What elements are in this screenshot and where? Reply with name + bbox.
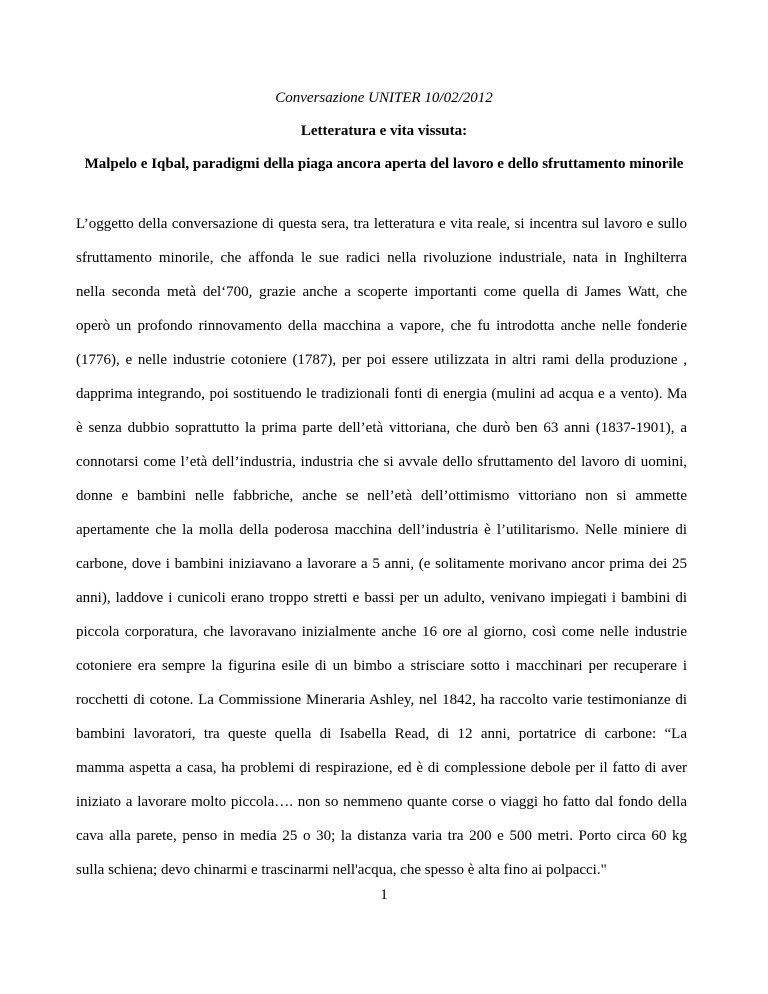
body-paragraph	[76, 207, 687, 887]
body-line: operò un profondo rinnovamento della macchina a vapore, che fu introdotta anche nelle fonderie	[76, 318, 687, 334]
body-line: piccola corporatura, che lavoravano inizialmente anche 16 ore al giorno, così come nelle industrie	[76, 624, 687, 640]
body-line: cava alla parete, penso in media 25 o 30; la distanza varia tra 200 e 500 metri. Porto circa 60 kg	[76, 828, 687, 844]
body-line: (1776), e nelle industrie cotoniere (1787), per poi essere utilizzata in altri rami della produzione ,	[76, 352, 687, 368]
body-line: iniziato a lavorare molto piccola…. non so nemmeno quante corse o viaggi ho fatto dal fondo della	[76, 794, 687, 810]
body-line: dapprima integrando, poi sostituendo le tradizionali fonti di energia (mulini ad acqua e a vento). Ma	[76, 386, 687, 402]
body-line: mamma aspetta a casa, ha problemi di respirazione, ed è di complessione debole per il fatto di aver	[76, 760, 687, 776]
body-line: cotoniere era sempre la figurina esile di un bimbo a strisciare sotto i macchinari per recuperare i	[76, 658, 687, 674]
body-line: L’oggetto della conversazione di questa sera, tra letteratura e vita reale, si incentra sul lavoro e sullo	[76, 216, 687, 232]
body-line: bambini lavoratori, tra queste quella di Isabella Read, di 12 anni, portatrice di carbone: “La	[76, 726, 687, 742]
body-line: apertamente che la molla della poderosa macchina dell’industria è l’utilitarismo. Nelle miniere di	[76, 522, 687, 538]
document-subtitle: Conversazione UNITER 10/02/2012	[275, 90, 493, 106]
body-line: sulla schiena; devo chinarmi e trascinarmi nell'acqua, che spesso è alta fino ai polpacci."	[76, 862, 607, 878]
body-line: donne e bambini nelle fabbriche, anche se nell’età dell’ottimismo vittoriano non si ammette	[76, 488, 687, 504]
body-line: anni), laddove i cunicoli erano troppo stretti e bassi per un adulto, venivano impiegati i bambini di	[76, 590, 687, 606]
body-line: sfruttamento minorile, che affonda le sue radici nella rivoluzione industriale, nata in Inghilterra	[76, 250, 687, 266]
document-title: Letteratura e vita vissuta:	[300, 123, 468, 139]
page-number: 1	[380, 887, 388, 903]
body-line: connotarsi come l’età dell’industria, industria che si avvale dello sfruttamento del lavoro di uomini,	[76, 454, 687, 470]
body-line: carbone, dove i bambini iniziavano a lavorare a 5 anni, (e solitamente morivano ancor prima dei 25	[76, 556, 687, 572]
document-heading: Malpelo e Iqbal, paradigmi della piaga ancora aperta del lavoro e dello sfruttamento minorile	[84, 156, 684, 172]
body-line: nella seconda metà del‘700, grazie anche a scoperte importanti come quella di James Watt, che	[76, 284, 687, 300]
body-line: rocchetti di cotone. La Commissione Mineraria Ashley, nel 1842, ha raccolto varie testimonianze di	[76, 692, 687, 708]
body-line: è senza dubbio soprattutto la prima parte dell’età vittoriana, che durò ben 63 anni (1837-1901), a	[76, 420, 687, 436]
